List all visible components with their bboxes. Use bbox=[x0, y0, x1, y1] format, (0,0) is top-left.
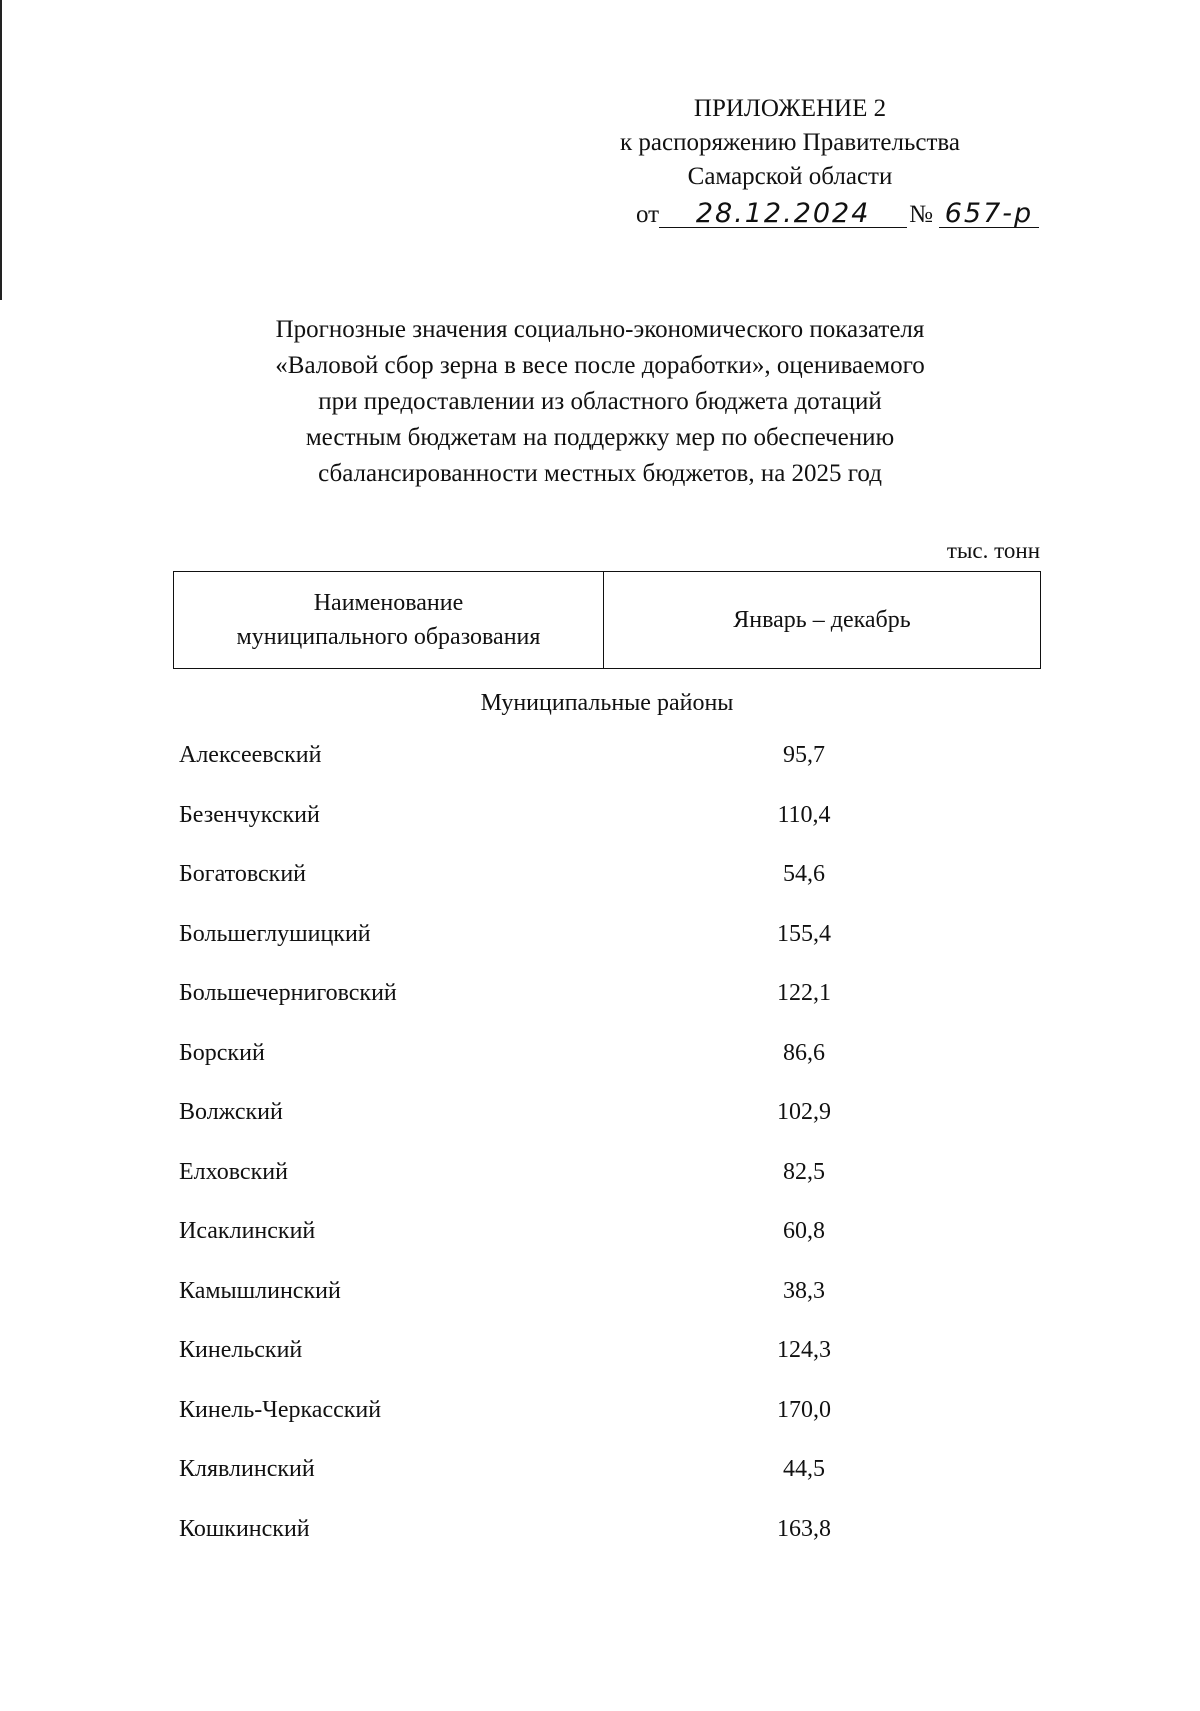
table-row bbox=[179, 1157, 1039, 1217]
table-header bbox=[173, 571, 1041, 669]
municipality-value: 122,1 bbox=[777, 980, 831, 1006]
handwritten-number: 657-р bbox=[939, 201, 1039, 228]
municipality-name: Безенчукский bbox=[179, 801, 320, 828]
table-row bbox=[179, 919, 1039, 979]
municipality-value: 163,8 bbox=[777, 1515, 831, 1542]
units-label: тыс. тонн bbox=[946, 538, 1040, 563]
annex-header bbox=[560, 92, 1020, 194]
municipality-name: Камышлинский bbox=[179, 1277, 341, 1304]
header-name-line: муниципального образования bbox=[236, 624, 541, 650]
municipality-name: Большеглушицкий bbox=[179, 920, 371, 947]
header-name-cell bbox=[174, 572, 604, 668]
municipality-name: Борский bbox=[179, 1039, 265, 1066]
municipality-value: 155,4 bbox=[777, 920, 831, 947]
table-row bbox=[179, 740, 1039, 800]
municipality-name: Алексеевский bbox=[179, 742, 322, 768]
annex-subtitle: к распоряжению Правительства bbox=[619, 129, 960, 156]
municipality-name: Кинель-Черкасский bbox=[179, 1396, 382, 1423]
table-row bbox=[179, 1514, 1039, 1574]
municipality-value: 124,3 bbox=[777, 1337, 831, 1363]
title-line: Прогнозные значения социально-экономического показателя bbox=[275, 316, 925, 343]
municipality-value: 38,3 bbox=[783, 1277, 825, 1304]
header-value-cell: Январь – декабрь bbox=[733, 607, 911, 633]
header-name-line: Наименование bbox=[313, 590, 464, 616]
table-row bbox=[179, 1454, 1039, 1514]
table-body bbox=[179, 740, 1039, 1573]
municipality-value: 54,6 bbox=[783, 861, 825, 887]
table-row bbox=[179, 1395, 1039, 1455]
table-row bbox=[179, 1335, 1039, 1395]
scan-margin-rule bbox=[0, 0, 2, 300]
annex-date-number-line bbox=[636, 198, 1039, 232]
table-row bbox=[179, 859, 1039, 919]
municipality-value: 60,8 bbox=[783, 1218, 825, 1244]
municipality-name: Волжский bbox=[179, 1099, 283, 1125]
annex-title: ПРИЛОЖЕНИЕ 2 bbox=[693, 95, 887, 122]
table-row bbox=[179, 1097, 1039, 1157]
table-row bbox=[179, 1216, 1039, 1276]
municipality-value: 110,4 bbox=[777, 801, 831, 828]
title-line: при предоставлении из областного бюджета дотаций bbox=[318, 388, 882, 415]
municipality-value: 170,0 bbox=[777, 1396, 831, 1423]
municipality-value: 102,9 bbox=[777, 1099, 831, 1125]
section-title: Муниципальные районы bbox=[480, 690, 734, 716]
table-row bbox=[179, 1276, 1039, 1336]
number-prefix: № bbox=[909, 201, 933, 228]
municipality-value: 86,6 bbox=[783, 1039, 825, 1066]
municipality-value: 95,7 bbox=[783, 742, 825, 768]
title-line: местным бюджетам на поддержку мер по обеспечению bbox=[305, 424, 895, 451]
table-row bbox=[179, 978, 1039, 1038]
municipality-value: 44,5 bbox=[783, 1456, 825, 1482]
municipality-name: Большечерниговский bbox=[179, 980, 397, 1006]
handwritten-date: 28.12.2024 bbox=[659, 201, 907, 228]
annex-region: Самарской области bbox=[687, 163, 893, 190]
municipality-name: Исаклинский bbox=[179, 1218, 316, 1244]
table-row bbox=[179, 800, 1039, 860]
title-line: сбалансированности местных бюджетов, на 2025 год bbox=[318, 460, 882, 487]
municipality-name: Кошкинский bbox=[179, 1515, 310, 1542]
municipality-name: Елховский bbox=[179, 1158, 288, 1185]
title-line: «Валовой сбор зерна в весе после доработки», оцениваемого bbox=[275, 352, 925, 379]
date-prefix: от bbox=[636, 201, 660, 228]
municipality-name: Богатовский bbox=[179, 861, 307, 887]
municipality-name: Кинельский bbox=[179, 1337, 303, 1363]
document-title bbox=[200, 312, 1000, 492]
municipality-value: 82,5 bbox=[783, 1158, 825, 1185]
municipality-name: Клявлинский bbox=[179, 1456, 315, 1482]
table-row bbox=[179, 1038, 1039, 1098]
